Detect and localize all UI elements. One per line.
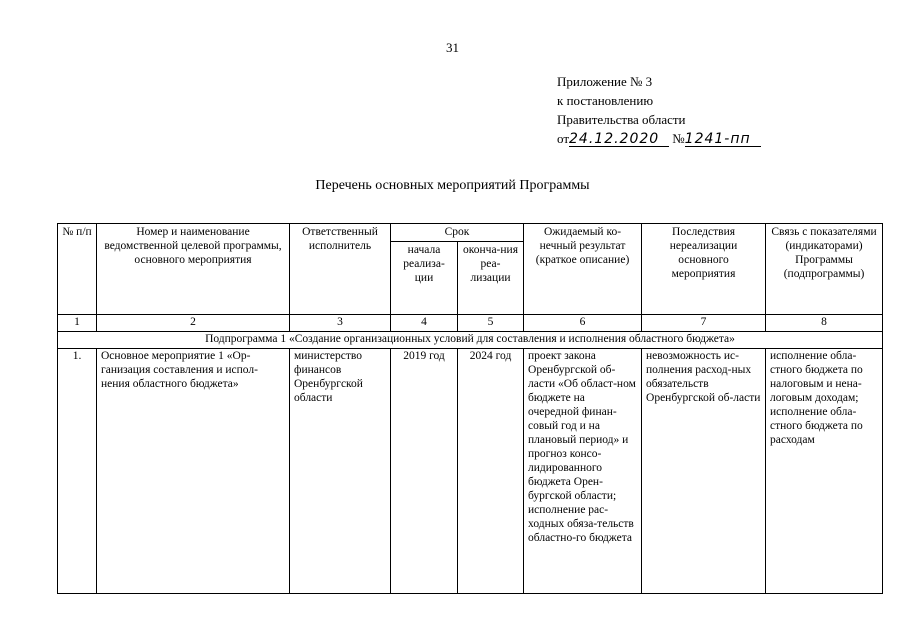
row-link: исполнение обла-стного бюджета по налоговым и нена-логовым доходам; исполнение обла-стного бюджета по расходам	[766, 349, 883, 594]
appendix-line-3: Правительства области	[557, 112, 686, 127]
column-number: 1	[58, 315, 97, 332]
subprogram-row	[58, 332, 883, 349]
appendix-line-2: к постановлению	[557, 93, 654, 108]
header-consequences: Последствия нереализации основного мероприятия	[642, 224, 766, 315]
table-row	[58, 349, 883, 594]
column-number: 3	[290, 315, 391, 332]
row-name: Основное мероприятие 1 «Ор-ганизация составления и испол-нения областного бюджета»	[97, 349, 290, 594]
row-consequences: невозможность ис-полнения расход-ных обязательств Оренбургской об-ласти	[642, 349, 766, 594]
document-title: Перечень основных мероприятий Программы	[315, 178, 590, 193]
measures-table	[57, 223, 883, 594]
header-row-1	[58, 224, 883, 242]
header-link: Связь с показателями (индикаторами) Программы (подпрограммы)	[766, 224, 883, 315]
row-start: 2019 год	[391, 349, 458, 594]
appendix-block	[557, 72, 761, 148]
header-result: Ожидаемый ко-нечный результат (краткое описание)	[524, 224, 642, 315]
column-numbers-row	[58, 315, 883, 332]
header-term: Срок	[391, 224, 524, 242]
row-end: 2024 год	[458, 349, 524, 594]
header-executor: Ответственный исполнитель	[290, 224, 391, 315]
column-number: 5	[458, 315, 524, 332]
header-end: оконча-ния реа-лизации	[458, 242, 524, 315]
row-executor: министерство финансов Оренбургской области	[290, 349, 391, 594]
date-prefix: от	[557, 131, 570, 146]
appendix-date-line	[557, 129, 761, 148]
column-number: 7	[642, 315, 766, 332]
handwritten-date: 24.12.2020	[569, 132, 669, 147]
column-number: 6	[524, 315, 642, 332]
header-name: Номер и наименование ведомственной целевой программы, основного мероприятия	[97, 224, 290, 315]
column-number: 2	[97, 315, 290, 332]
page-number: 31	[446, 40, 459, 55]
column-number: 4	[391, 315, 458, 332]
number-prefix: №	[672, 131, 685, 146]
appendix-line-1: Приложение № 3	[557, 74, 653, 89]
row-result: проект закона Оренбургской об-ласти «Об област-ном бюджете на очередной финан-совый год и на плановый период» и прогноз консо-лидированного бюджета Орен-бургской области; исполнение рас-ходных обяза-тельств областно-го бюджета	[524, 349, 642, 594]
handwritten-number: 1241-пп	[685, 132, 761, 147]
header-start: начала реализа-ции	[391, 242, 458, 315]
row-num: 1.	[58, 349, 97, 594]
header-num: № п/п	[58, 224, 97, 315]
column-number: 8	[766, 315, 883, 332]
subprogram-title: Подпрограмма 1 «Создание организационных условий для составления и исполнения областного бюджета»	[58, 332, 883, 349]
